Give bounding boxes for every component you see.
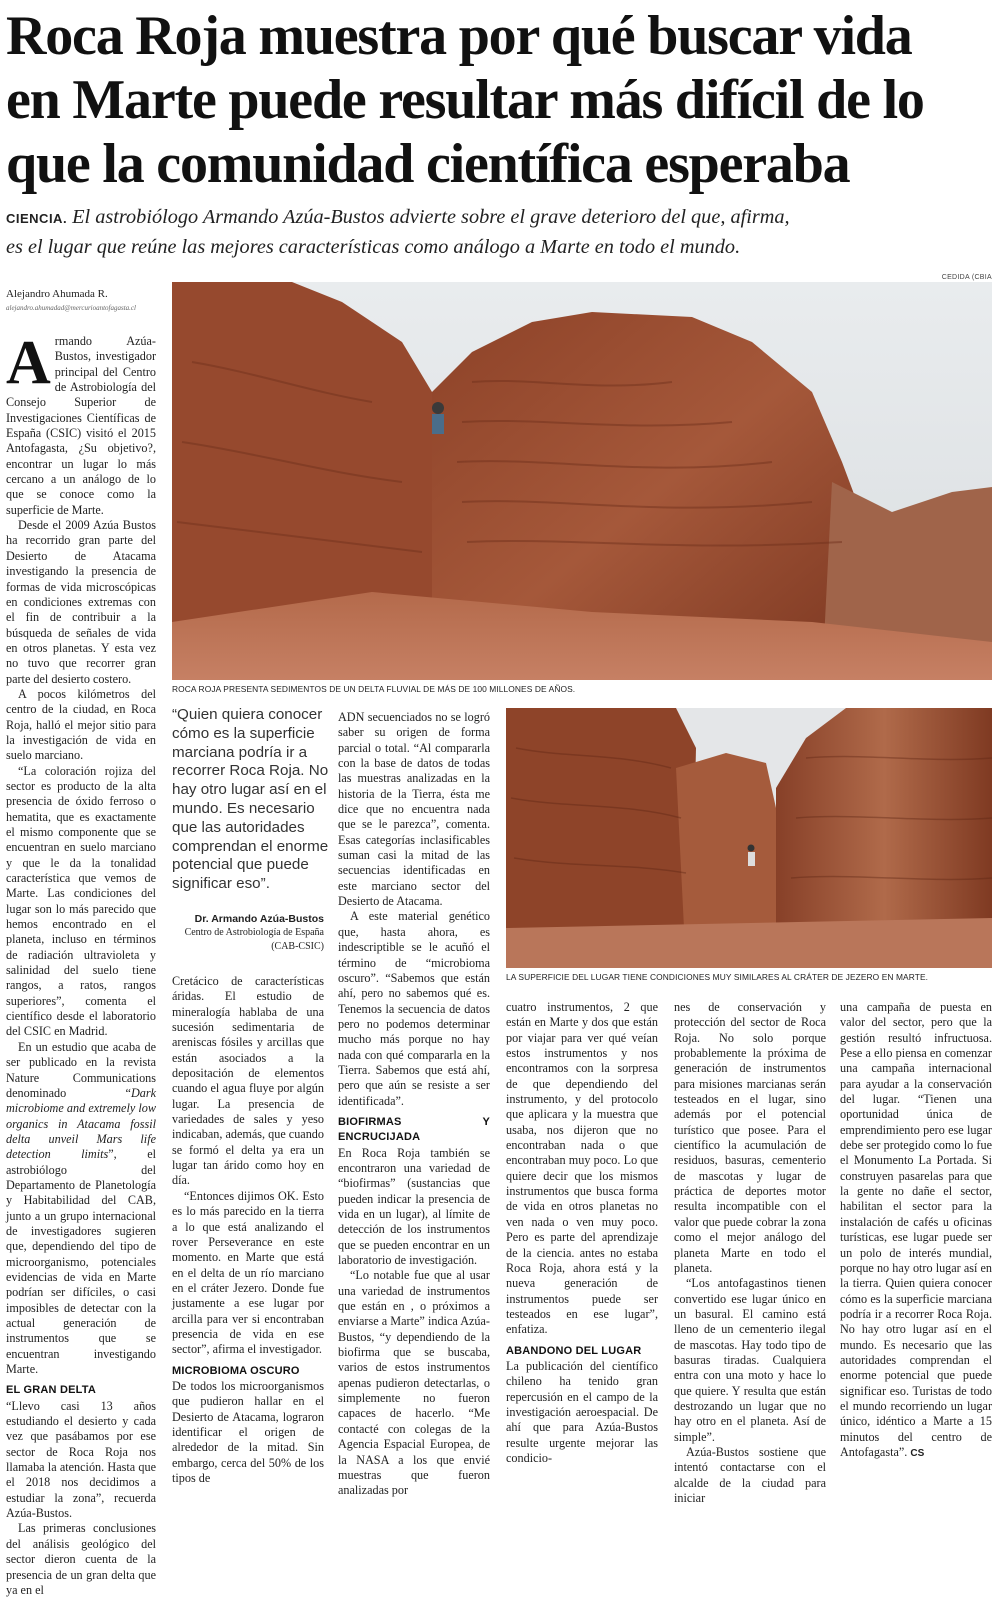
col3-p4: “Lo notable fue que al usar una variedad de instrumentos que están en , o próximos a enviarse a Marte” indica Azúa-Bustos, “y dependiendo de la biofirma que se buscaba, varios de estos instrumentos apenas pudieron detectarlas, o simplemente no fueron capaces de hacerlo. “Me contacté con colegas de la Agencia Espacial Europea, de la NASA a los que envié muestras que fueron analizadas por (338, 1268, 490, 1498)
main-photo-caption: ROCA ROJA PRESENTA SEDIMENTOS DE UN DELTA FLUVIAL DE MÁS DE 100 MILLONES DE AÑOS. (172, 684, 576, 694)
pull-quote: “Quien quiera conocer cómo es la superficie marciana podría ir a recorrer Roca Roja. No hay otro lugar así en el mundo. Es necesario que las autoridades comprendan el enorme potencial que puede significar eso”. (172, 706, 329, 893)
section-tag: CIENCIA. (6, 211, 68, 226)
deck (6, 203, 996, 261)
col1-p6: “Llevo casi 13 años estudiando el desierto y cada vez que pasábamos por ese sector de Roca Roja nos llamaba la atención. Hasta que el 2018 nos decidimos a estudiar la zona”, recuerda Azúa-Bustos. (6, 1398, 156, 1521)
headline-line-3: que la comunidad científica esperaba (6, 133, 850, 195)
pull-quote-affiliation: Centro de Astrobiología de España (CAB-CSIC) (184, 927, 324, 953)
end-mark: CS (910, 1447, 925, 1459)
author-email: alejandro.ahumadad@mercurioantofagasta.cl (6, 304, 136, 312)
col4-p1: cuatro instrumentos, 2 que están en Marte y dos que están por viajar para ver qué veían estos instrumentos y nos encontramos con la sorpresa de que dependiendo del instrumento, y del protocolo que aplicara y la muestra que usaba, nos dijeron que no encontraban nada o que encontraban muy poco. Lo que quiere decir que los mismos instrumentos que busca forma de vida en otros planetas no ven nada o ven muy poco. Pero es parte del aprendizaje de la ciencia. antes no estaba Roca Roja, ahora está y la nueva generación de instrumentos puede ser testeados en ese lugar”, enfatiza. (506, 1000, 658, 1337)
col1-p2: Desde el 2009 Azúa Bustos ha recorrido gran parte del Desierto de Atacama investigando la presencia de formas de vida microscópicas en condiciones extremas con el fin de contribuir a la búsqueda de señales de vida en otros planetas. Y esta vez no tuvo que recorrer gran parte del desierto costero. (6, 518, 156, 686)
col3-p2: A este material genético que, hasta ahora, es indescriptible se le acuñó el término de “microbioma oscuro”. “Sabemos que están ahí, pero no sabemos qué es. Tenemos la secuencia de datos pero no podemos determinar mucho más porque no hay nada con qué compararla en la Tierra. Sabemos que está ahí, pero que aún se resiste a ser identificada”. (338, 909, 490, 1108)
col5-p2: “Los antofagastinos tienen convertido ese lugar único en un basural. El camino está lleno de un cementerio ilegal de mascotas. Hay todo tipo de basuras tiradas. Cualquiera entra con una moto y hace lo que quiere. Y resulta que están destrozando un lugar que no hay otro en el planeta. Así de simple”. (674, 1276, 826, 1444)
main-photo (172, 282, 992, 680)
col2-p2: “Entonces dijimos OK. Esto es lo más parecido en la tierra a lo que está analizando el rover Perseverance en este momento. en Marte que está en el delta de un río marciano en el cráter Jezero. Donde fue justamente a ese lugar por arcilla para ver si encontraban presencia de vida en ese sector”, afirma el investigador. (172, 1188, 324, 1357)
pull-quote-name: Dr. Armando Azúa-Bustos (194, 913, 324, 925)
article-column-1 (6, 329, 156, 1597)
pull-quote-source (172, 912, 324, 955)
article-column-5 (674, 1000, 826, 1505)
subhead-gran-delta: EL GRAN DELTA (6, 1384, 96, 1397)
subhead-biofirmas: BIOFIRMAS Y ENCRUCIJADA (338, 1115, 490, 1144)
col4-p2: La publicación del científico chileno ha tenido gran repercusión en el campo de la investigación aeroespacial. De ahí que para Azúa-Bustos resulte urgente mejorar las condicio- (506, 1358, 658, 1465)
deck-line-2: es el lugar que reúne las mejores características como análogo a Marte en todo el mundo. (6, 236, 741, 258)
headline (6, 4, 996, 196)
byline (6, 288, 166, 312)
deck-line-1: El astrobiólogo Armando Azúa-Bustos advierte sobre el grave deterioro del que, afirma, (72, 206, 790, 228)
col1-p5: En un estudio que acaba de ser publicado en la revista Nature Communications denominado “Dark microbiome and extremely low organics in Atacama fossil delta unveil Mars life detection limits”, el astrobiólogo del Departamento de Planetología y Habitabilidad del CAB, junto a un grupo internacional de investigadores sugieren que, dependiendo del tipo de microorganismo, potenciales evidencias de vida en Marte podrían ser difíciles, o casi imposibles de detectar con la actual generación de instrumentos que se encuentran investigando Marte. (6, 1039, 156, 1377)
study-title: Dark microbiome and extremely low organics in Atacama fossil delta unveil Mars life detection limits (6, 1085, 156, 1162)
headline-line-2: en Marte puede resultar más difícil de lo (6, 69, 924, 131)
headline-line-1: Roca Roja muestra por qué buscar vida (6, 5, 912, 67)
second-photo-image (506, 708, 992, 968)
article-column-2 (172, 974, 324, 1485)
photo-credit: CEDIDA (CBIA (941, 274, 992, 281)
col3-p3: En Roca Roja también se encontraron una variedad de “biofirmas” (sustancias que pueden indicar la presencia de vida en un lugar), al límite de detección de los instrumentos que se pueden encontrar en un laboratorio de investigación. (338, 1145, 490, 1268)
main-photo-image (172, 282, 992, 680)
subhead-microbioma: MICROBIOMA OSCURO (172, 1364, 300, 1377)
drop-cap: A (6, 329, 51, 397)
col1-p7: Las primeras conclusiones del análisis geológico del sector dieron cuenta de la presencia de un gran delta que ya en el (6, 1521, 156, 1597)
col5-p1: nes de conservación y protección del sector de Roca Roja. No solo porque probablemente la próxima de generación de instrumentos para misiones marcianas serán testeados en el lugar, sino además por el potencial turístico que posee. Para el científico la acumulación de residuos, basuras, cementerio de mascotas y lugar de práctica de deportes motor resulta incompatible con el valor que puede cobrar la zona como el mejor análogo del planeta Marte en todo el planeta. (674, 1000, 826, 1275)
col5-p3: Azúa-Bustos sostiene que intentó contactarse con el alcalde de la ciudad para iniciar (674, 1444, 826, 1505)
subhead-abandono: ABANDONO DEL LUGAR (506, 1344, 642, 1357)
article-column-3 (338, 710, 490, 1498)
second-photo (506, 708, 992, 968)
col1-p3: A pocos kilómetros del centro de la ciudad, en Roca Roja, halló el mejor sitio para la investigación de vida en suelo marciano. (6, 686, 156, 763)
col6-p1: una campaña de puesta en valor del sector, pero que la gestión resultó infructuosa. Pese a ello piensa en comenzar una campaña internacional para ayudar a la conservación del lugar. “Tienen una oportunidad única de emprendimiento pero ese lugar debe ser protegido como lo fue el Monumento La Portada. Si construyen pasarelas para que la gente no dañe el sector, habilitan el sector para la instalación de cafés u oficinas turísticas, ese lugar puede ser un polo de interés mundial, porque no hay otro lugar así en la tierra. Quien quiera conocer cómo es la superficie marciana podría ir a recorrer Roca Roja. No hay otro lugar así en el mundo. Es necesario que las autoridades comprendan el enorme potencial que puede significar eso. Turistas de todo el mundo recorriendo un lugar único, idéntico a Marte a 15 minutos del centro de Antofagasta”. (840, 1000, 992, 1459)
author-name: Alejandro Ahumada R. (6, 288, 108, 300)
second-photo-caption: LA SUPERFICIE DEL LUGAR TIENE CONDICIONES MUY SIMILARES AL CRÁTER DE JEZERO EN MARTE. (506, 972, 929, 982)
col1-p4: “La coloración rojiza del sector es producto de la alta presencia de óxido ferroso o hematita, que es exactamente el mismo componente que se encuentran en suelo marciano y que le da la tonalidad característica que vemos de Marte. Las condiciones del lugar son lo más parecido que hemos encontrado en el planeta, incluso en términos de radiación ultravioleta y salinidad del suelo tiene rangos, a ratos, rangos superiores”, comenta el científico desde el laboratorio del CSIC en Madrid. (6, 763, 156, 1039)
col2-p3: De todos los microorganismos que pudieron hallar en el Desierto de Atacama, lograron identificar el origen de alrededor de la mitad. Sin embargo, cerca del 50% de los tipos de (172, 1378, 324, 1485)
article-column-6 (840, 1000, 992, 1464)
article-column-4 (506, 1000, 658, 1464)
col1-p1: rmando Azúa-Bustos, investigador principal del Centro de Astrobiología del Consejo Superior de Investigaciones Científicas de España (CSIC) visitó el 2015 Antofagasta, ¿Su objetivo?, encontrar un lugar lo más cercano a un análogo de lo que se conoce como la superficie de Marte. (6, 334, 156, 517)
col2-p1: Cretácico de características áridas. El estudio de mineralogía hablaba de una sucesión sedimentaria de areniscas fósiles y arcillas que están asociados a la depositación de elementos cuando el agua fluye por algún lugar. La presencia de variedades de sales y yeso indicaban, además, que cuando se formó el delta ya era un lugar tan árido como hoy en día. (172, 974, 324, 1188)
col3-p1: ADN secuenciados no se logró saber su origen de forma parcial o total. “Al compararla con la base de datos de todas las muestras analizadas en la historia de la Tierra, ésta me dice que no encuentra nada que se le parezca”, comenta. Esas categorías inclasificables suman casi la mitad de las secuencias identificadas en este marciano sector del Desierto de Atacama. (338, 710, 490, 909)
